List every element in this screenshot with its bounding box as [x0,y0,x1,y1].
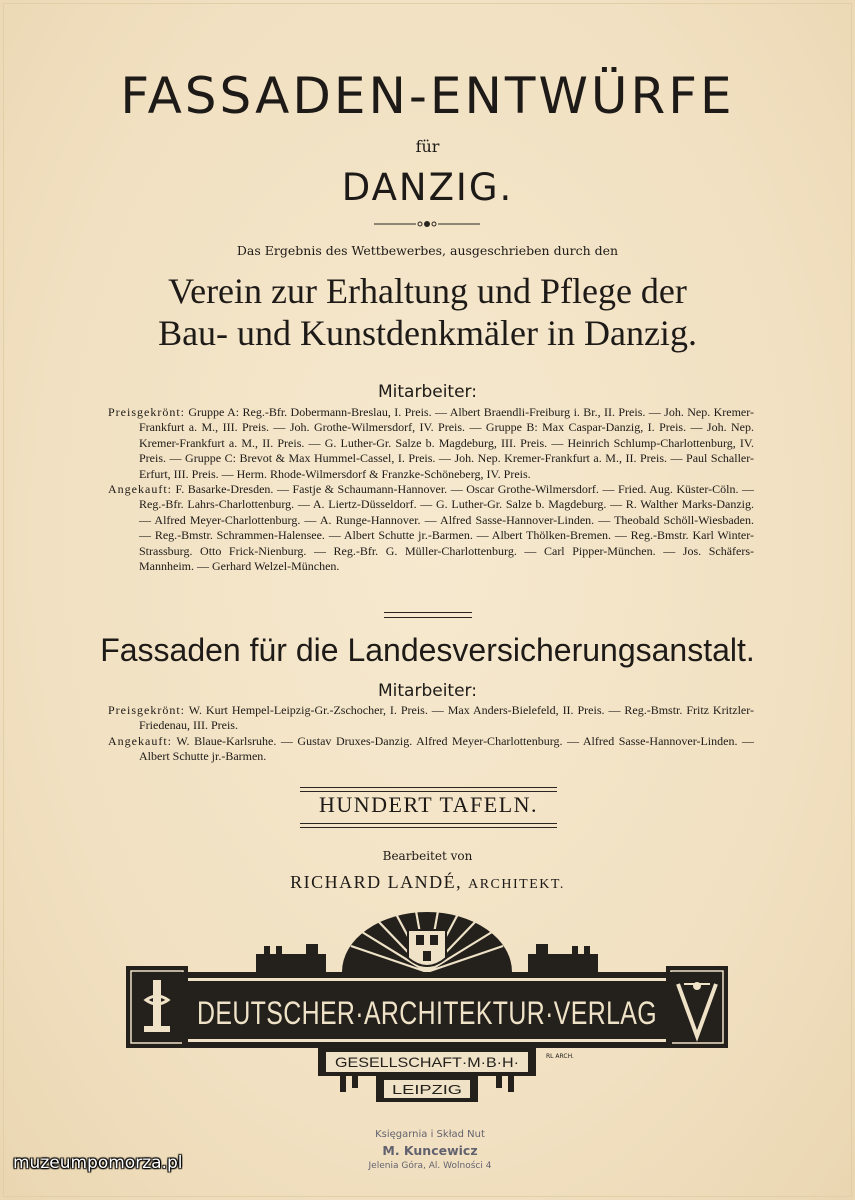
intro-text: Das Ergebnis des Wettbewerbes, ausgeschrieben durch den [236,243,619,258]
publisher-plaque [318,1048,536,1102]
author-name: RICHARD LANDÉ, [290,872,463,892]
awarded-label: Preisgekrönt: [108,703,185,717]
monogram: RL ARCH. [546,1053,574,1060]
awarded-paragraph-1 [108,405,754,482]
association-line-2: Bau- und Kunstdenkmäler in Danzig. [158,313,697,353]
purchased-paragraph-1 [108,482,754,574]
plates-rule-bottom [300,823,557,828]
contributors-block-2 [108,703,754,765]
publisher-company: GESELLSCHAFT·M·B·H· [335,1054,519,1070]
purchased-label: Angekauft: [108,482,172,497]
contributors-heading-1: Mitarbeiter: [378,382,477,402]
bookshop-stamp [350,1128,510,1172]
purchased-text: W. Blaue-Karlsruhe. — Gustav Druxes-Danzig. Alfred Meyer-Charlottenburg. — Alfred Sasse-Hannover-Linden. — Albert Schutte jr.-Barmen. [139,733,754,764]
stamp-line-1: Księgarnia i Skład Nut [375,1129,485,1140]
plates-box [300,787,557,827]
publisher-name: DEUTSCHER·ARCHITEKTUR·VERLAG [197,995,657,1031]
section-2-title: Fassaden für die Landesversicherungsanstalt. [100,632,755,668]
contributors-block-1 [108,405,754,574]
main-title: FASSADEN-ENTWÜRFE [120,67,735,125]
author-line [0,870,855,897]
publisher-logo [126,908,728,1108]
edited-by-label: Bearbeitet von [382,849,473,863]
publisher-city: LEIPZIG [392,1082,462,1097]
contributors-heading-2: Mitarbeiter: [378,681,477,701]
plates-count: HUNDERT TAFELN. [318,792,539,817]
awarded-label: Preisgekrönt: [108,405,185,419]
ornament-divider [370,218,484,230]
author-role: ARCHITEKT. [468,877,565,892]
banner [182,972,672,1048]
fuer-line: für [415,137,440,156]
stamp-line-3: Jelenia Góra, Al. Wolności 4 [368,1161,492,1171]
right-emblem [666,966,728,1048]
association-name [0,270,855,354]
purchased-paragraph-2 [108,734,754,765]
association-line-1: Verein zur Erhaltung und Pflege der [168,271,687,311]
awarded-text: W. Kurt Hempel-Leipzig-Gr.-Zschocher, I. Preis. — Max Anders-Bielefeld, II. Preis. — Reg.-Bmstr. Fritz Kritzler-Friedenau, III. Preis. [139,703,754,733]
watermark: muzeumpomorza.pl [13,1153,183,1173]
city-title: DANZIG. [341,166,514,209]
purchased-text: F. Basarke-Dresden. — Fastje & Schaumann-Hannover. — Oscar Grothe-Wilmersdorf. — Fried. Aug. Küster-Cöln. — Reg.-Bfr. Lahrs-Charlottenburg. — A. Liertz-Düsseldorf. — G. Luther-Gr. Salze b. Magdeburg. — R. Walther Marks-Danzig. — Alfred Meyer-Charlottenburg. — A. Runge-Hannover. — Alfred Sasse-Hannover-Linden. — Theobald Schöll-Wiesbaden. — Reg.-Bmstr. Schrammen-Halensee. — Albert Schutte jr.-Barmen. — Albert Thölken-Bremen. — Reg.-Bmstr. Karl Winter-Strassburg. Otto Frick-Nienburg. — Reg.-Bfr. G. Müller-Charlottenburg. — Carl Pipper-München. — Jos. Schäfers-Mannheim. — Gerhard Welzel-München. [139,482,755,574]
stamp-line-2: M. Kuncewicz [382,1143,478,1158]
purchased-label: Angekauft: [108,733,172,748]
sunburst-arch [342,911,512,972]
left-emblem [126,966,188,1048]
awarded-paragraph-2 [108,703,754,734]
section-divider [384,612,472,618]
awarded-text: Gruppe A: Reg.-Bfr. Dobermann-Breslau, I. Preis. — Albert Braendli-Freiburg i. Br., II. Preis. — Joh. Nep. Kremer-Frankfurt a. M., III. Preis. — Joh. Grothe-Wilmersdorf, IV. Preis. — Gruppe B: Max Caspar-Danzig, I. Preis. — Joh. Nep. Kremer-Frankfurt a. M., II. Preis. — G. Luther-Gr. Salze b. Magdeburg, III. Preis. — Heinrich Schlump-Charlottenburg, IV. Preis. — Gruppe C: Brevot & Max Hummel-Cassel, I. Preis. — Joh. Nep. Kremer-Frankfurt a. M., II. Preis. — Paul Schaller-Erfurt, III. Preis. — Herm. Rhode-Wilmersdorf & Franzke-Schöneberg, IV. Preis. [139,405,754,481]
